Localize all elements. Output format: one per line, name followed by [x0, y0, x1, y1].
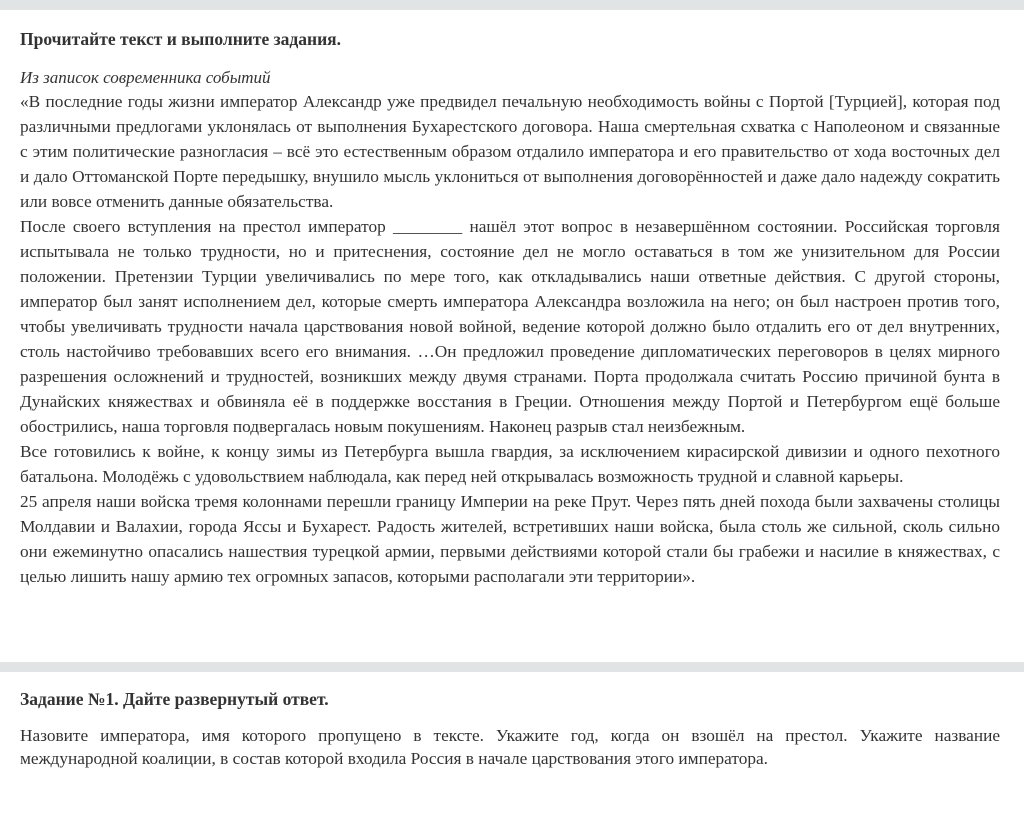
top-divider: [0, 0, 1024, 10]
text-paragraph: После своего вступления на престол император ________ нашёл этот вопрос в незавершённом состоянии. Российская торговля испытывала не только трудности, но и притеснения, состояние дел не могло оставаться в том же унизительном для России положении. Претензии Турции увеличивались по мере того, как откладывались наши ответные действия. С другой стороны, император был занят исполнением дел, которые смерть императора Александра возложила на него; он был настроен против того, чтобы увеличивать трудности начала царствования новой войной, ведение которой должно было отдалить его от дел внутренних, столь настойчиво требовавших всего его внимания. …Он предложил проведение дипломатических переговоров в целях мирного разрешения осложнений и трудностей, возникших между двумя странами. Порта продолжала считать Россию причиной бунта в Дунайских княжествах и обвиняла её в поддержке восстания в Греции. Отношения между Портой и Петербургом ещё больше обострились, наша торговля подвергалась новым покушениям. Наконец разрыв стал неизбежным.: [20, 217, 1000, 436]
text-paragraph: 25 апреля наши войска тремя колоннами перешли границу Империи на реке Прут. Через пять дней похода были захвачены столицы Молдавии и Валахии, города Яссы и Бухарест. Радость жителей, встретивших наши войска, была столь же сильной, сколь сильно они ежеминутно опасались нашествия турецкой армии, первыми действиями которой стали бы грабежи и насилие в княжествах, с целью лишить нашу армию тех огромных запасов, которыми располагали эти территории».: [20, 492, 1000, 586]
text-paragraph: «В последние годы жизни император Александр уже предвидел печальную необходимость войны с Портой [Турцией], которая под различными предлогами уклонялась от выполнения Бухарестского договора. Наша смертельная схватка с Наполеоном и связанные с этим политические разногласия – всё это естественным образом отдалило императора и его правительство от хода восточных дел и дало Оттоманской Порте передышку, внушило мысль уклониться от выполнения договорённостей и даже дало надежду сократить или вовсе отменить данные обязательства.: [20, 92, 1000, 211]
task-section: [0, 672, 1024, 770]
task-heading: Задание №1. Дайте развернутый ответ.: [20, 689, 329, 709]
section-divider: [0, 662, 1024, 672]
instructions-heading: Прочитайте текст и выполните задания.: [20, 29, 342, 49]
source-caption: Из записок современника событий: [20, 68, 271, 87]
text-paragraph: Все готовились к войне, к концу зимы из Петербурга вышла гвардия, за исключением кирасирской дивизии и одного пехотного батальона. Молодёжь с удовольствием наблюдала, как перед ней открывалась возможность трудной и славной карьеры.: [20, 442, 1000, 486]
task-question: Назовите императора, имя которого пропущено в тексте. Укажите год, когда он взошёл на престол. Укажите название международной коалиции, в состав которой входила Россия в начале царствования этого императора.: [20, 726, 1000, 768]
source-text-section: [0, 10, 1024, 662]
